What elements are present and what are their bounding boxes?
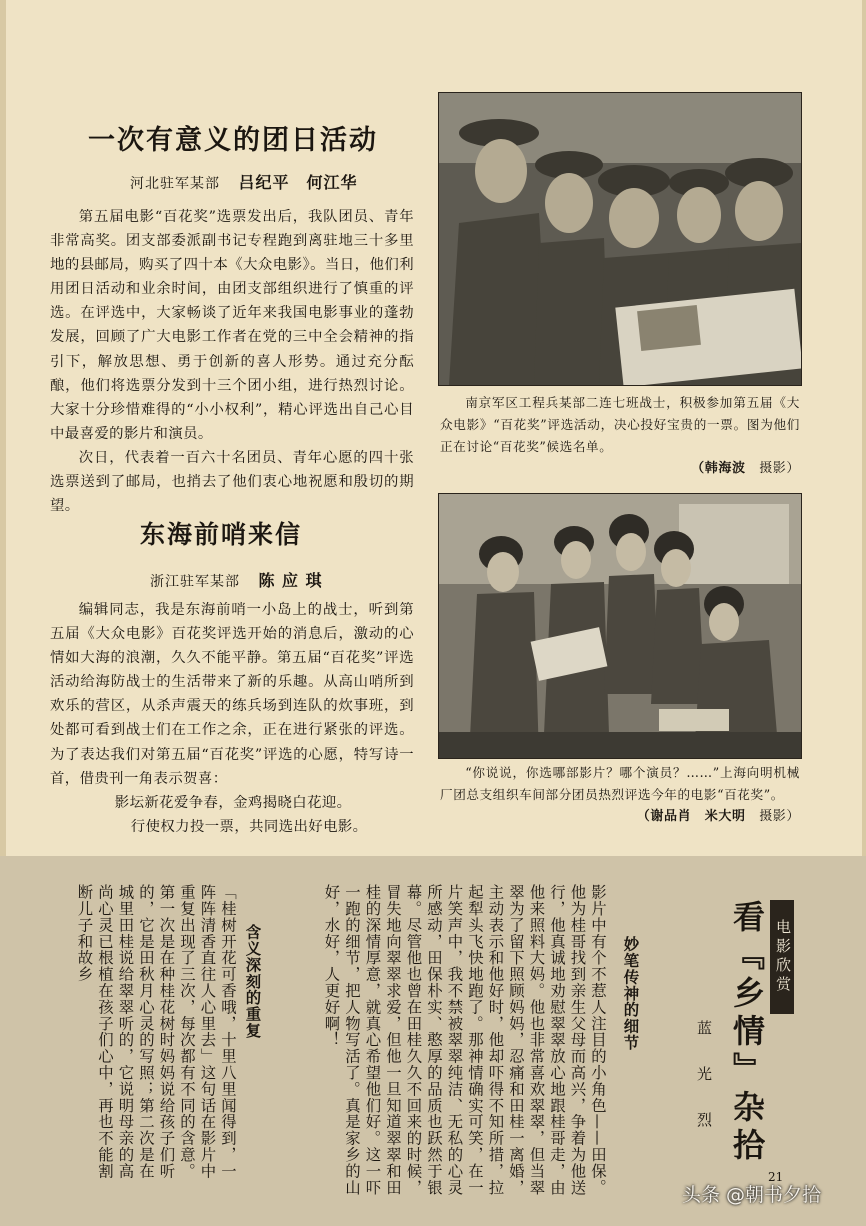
- photo-soldiers-reading: [438, 92, 802, 386]
- article1-title: 一次有意义的团日活动: [88, 125, 378, 156]
- photo2-caption: [440, 762, 800, 828]
- article1-body: [50, 205, 414, 518]
- article2-poem-line-2: 行使权力投一票，共同选出好电影。: [130, 818, 368, 835]
- photo-workers-voting: [438, 493, 802, 759]
- article1-byline-names: 吕纪平 何江华: [238, 173, 358, 192]
- photo1-caption: [440, 392, 800, 480]
- photo-soldiers-illustration: [439, 93, 801, 385]
- page-number: 21: [768, 1170, 784, 1184]
- article2-title: 东海前哨来信: [140, 520, 303, 549]
- photo1-credit-suffix: 摄影）: [759, 461, 800, 476]
- article2-body: [50, 598, 414, 839]
- review-tag: 电影欣赏: [770, 900, 794, 1014]
- article2-byline-names: 陈 应 琪: [258, 571, 323, 590]
- watermark: 头条 @朝书夕拾: [682, 1184, 822, 1206]
- article1-paragraph-2: 次日，代表着一百六十名团员、青年心愿的四十张选票送到了邮局，也捎去了他们衷心地祝愿和殷切的期望。: [50, 449, 414, 515]
- review-sub1-heading: 妙笔传神的细节: [621, 936, 640, 1051]
- article1-byline: [130, 170, 357, 193]
- review-sub2-heading: 含义深刻的重复: [243, 924, 262, 1039]
- article2-paragraph-1: 编辑同志，我是东海前哨一小岛上的战士，听到第五届《大众电影》百花奖评选开始的消息后，激动的心情如大海的浪潮，久久不能平静。第五届“百花奖”评选活动给海防战士的生活带来了新的乐趣。从高山哨所到欢乐的营区，从杀声震天的练兵场到连队的炊事班，到处都可看到战士们在工作之余，正在进行紧张的评选。为了表达我们对第五届“百花奖”评选的心愿，特写诗一首，借贵刊一角表示贺喜：: [50, 602, 414, 787]
- article1-paragraph-1: 第五届电影“百花奖”选票发出后，我队团员、青年非常高奖。团支部委派副书记专程跑到离驻地三十多里地的县邮局，购买了四十本《大众电影》。当日，他们利用团日活动和业余时间，由团支部组织进行了慎重的评选。在评选中，大家畅谈了近年来我国电影事业的蓬勃发展，回顾了广大电影工作者在党的三中全会精神的指引下，解放思想、勇于创新的喜人形势。通过充分酝酿，他们将选票分发到十三个团小组，进行热烈讨论。大家十分珍惜难得的“小小权利”，精心评选出自己心目中最喜爱的影片和演员。: [50, 209, 414, 442]
- article2-byline-org: 浙江驻军某部: [150, 574, 240, 590]
- article2-poem-line-1: 影坛新花爱争春，金鸡揭晓白花迎。: [114, 794, 352, 811]
- photo2-credit-name: （谢品肖 米大明: [636, 809, 746, 824]
- photo2-credit-suffix: 摄影）: [759, 809, 800, 824]
- photo1-caption-text: 南京军区工程兵某部二连七班战士，积极参加第五届《大众电影》“百花奖”评选活动，决心投好宝贵的一票。图为他们正在讨论“百花奖”候选名单。: [440, 395, 800, 454]
- review-title: 看『乡情』杂拾: [728, 900, 766, 1166]
- review-sub2-text: 「桂树开花可香哦，十里八里闻得到，一阵阵清香直往人心里去」这句话在影片中重复出现了三次，每次都有不同的含意。第一次是在种桂花树时妈妈说给孩子们听的，它是田秋月心灵的写照；第二次是在城里田桂说给翠翠听的，它说明母亲的高尚心灵已根植在孩子们心中，再也不能割断儿子和故乡: [75, 884, 237, 1180]
- review-sub2-heading-col: [242, 884, 263, 1194]
- photo-workers-illustration: [439, 494, 801, 758]
- review-author: 蓝 光 烈: [695, 1020, 713, 1135]
- photo2-caption-text: “你说说，你选哪部影片？哪个演员？……”上海向明机械厂团总支组织车间部分团员热烈评选今年的电影“百花奖”。: [440, 765, 800, 802]
- review-sub1-text: 影片中有个不惹人注目的小角色——田保。他为桂哥找到亲生父母而高兴，争着为他送行，他真诚地劝慰翠翠放心地跟桂哥走，由他来照料大妈。他也非常喜欢翠翠，但当翠翠为了留下照顾妈妈，忍痛和田桂一离婚，主动表示和他好时，他却吓得不知所措，拉起犁头飞快地跑了。那神情确实可笑，在一片笑声中，我不禁被翠翠纯洁、无私的心灵所感动，田保朴实、憨厚的品质也跃然于银幕。尽管他也曾在田桂久久不回来的时候，冒失地向翠翠求爱，但他一旦知道翠翠和田桂的深情厚意，就真心希望他们好。这一吓一跑的细节，把人物写活了。真是家乡的山好，水好，人更好啊！: [322, 884, 607, 1196]
- photo1-credit-name: （韩海波: [691, 461, 746, 476]
- photo2-credit: [440, 806, 800, 828]
- review-sub1-heading-and-body: [614, 884, 641, 1194]
- article1-byline-org: 河北驻军某部: [130, 176, 220, 192]
- review-sub2-body: [52, 884, 238, 1194]
- photo1-credit: [440, 458, 800, 480]
- article2-byline: [150, 568, 323, 591]
- review-sub1-body: [282, 884, 608, 1204]
